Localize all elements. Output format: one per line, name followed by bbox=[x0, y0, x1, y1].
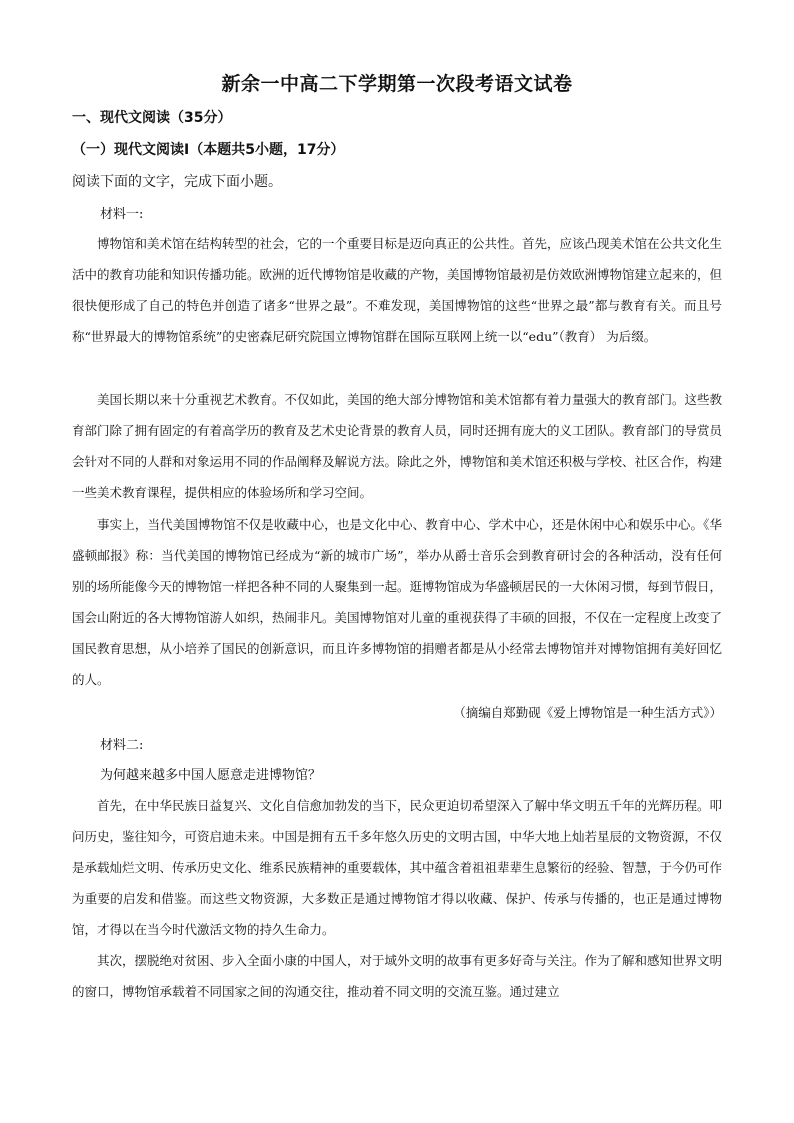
material-2-label: 材料二: bbox=[100, 738, 144, 753]
material-1-paragraph: 事实上，当代美国博物馆不仅是收藏中心，也是文化中心、教育中心、学术中心，还是休闲中心和娱乐中心。《华盛顿邮报》称：当代美国的博物馆已经成为“新的城市广场”，举办从爵士音乐会到教育研讨会的各种活动，没有任何别的场所能像今天的博物馆一样把各种不同的人聚集到一起。逛博物馆成为华盛顿居民的一大休闲习惯，每到节假日，国会山附近的各大博物馆游人如织，热闹非凡。美国博物馆对儿童的重视获得了丰硕的回报，不仅在一定程度上改变了国民教育思想，从小培养了国民的创新意识，而且许多博物馆的捐赠者都是从小经常去博物馆并对博物馆拥有美好回忆的人。 bbox=[72, 517, 723, 687]
material-2-paragraph: 其次，摆脱绝对贫困、步入全面小康的中国人，对于域外文明的故事有更多好奇与关注。作为了解和感知世界文明的窗口，博物馆承载着不同国家之间的沟通交往，推动着不同文明的交流互鉴。通过建立 bbox=[72, 953, 723, 999]
material-2-paragraph: 首先，在中华民族日益复兴、文化自信愈加勃发的当下，民众更迫切希望深入了解中华文明五千年的光辉历程。叩问历史，鉴往知今，可资启迪未来。中国是拥有五千多年悠久历史的文明古国，中华大地上灿若星辰的文物资源，不仅是承载灿烂文明、传承历史文化、维系民族精神的重要载体，其中蕴含着祖祖辈辈生息繁衍的经验、智慧，于今仍可作为重要的启发和借鉴。而这些文物资源，大多数正是通过博物馆才得以收藏、保护、传承与传播的，也正是通过博物馆，才得以在当今时代激活文物的持久生命力。 bbox=[72, 798, 723, 937]
section-heading-modern-reading: 一、现代文阅读（35分） bbox=[72, 110, 232, 126]
exam-title: 新余一中高二下学期第一次段考语文试卷 bbox=[221, 73, 573, 95]
material-1-paragraph: 美国长期以来十分重视艺术教育。不仅如此，美国的绝大部分博物馆和美术馆都有着力量强大的教育部门。这些教育部门除了拥有固定的有着高学历的教育及艺术史论背景的教育人员，同时还拥有庞大的义工团队。教育部门的导赏员会针对不同的人群和对象运用不同的作品阐释及解说方法。除此之外，博物馆和美术馆还积极与学校、社区合作，构建一些美术教育课程，提供相应的体验场所和学习空间。 bbox=[72, 392, 723, 500]
reading-instruction: 阅读下面的文字，完成下面小题。 bbox=[72, 174, 282, 190]
material-1-label: 材料一: bbox=[100, 207, 144, 222]
material-2-question: 为何越来越多中国人愿意走进博物馆？ bbox=[100, 768, 322, 783]
material-1-source: （摘编自郑勤砚《爱上博物馆是一种生活方式》） bbox=[453, 705, 722, 720]
material-1-paragraph: 博物馆和美术馆在结构转型的社会，它的一个重要目标是迈向真正的公共性。首先，应该凸现美术馆在公共文化生活中的教育功能和知识传播功能。欧洲的近代博物馆是收藏的产物，美国博物馆最初是仿效欧洲博物馆建立起来的，但很快便形成了自己的特色并创造了诸多“世界之最”。不难发现，美国博物馆的这些“世界之最”都与教育有关。而且号称“世界最大的博物馆系统”的史密森尼研究院国立博物馆群在国际互联网上统一以“edu”（教育） 为后缀。 bbox=[72, 236, 723, 344]
subsection-heading-reading-1: （一）现代文阅读Ⅰ（本题共5小题，17分） bbox=[72, 142, 345, 158]
